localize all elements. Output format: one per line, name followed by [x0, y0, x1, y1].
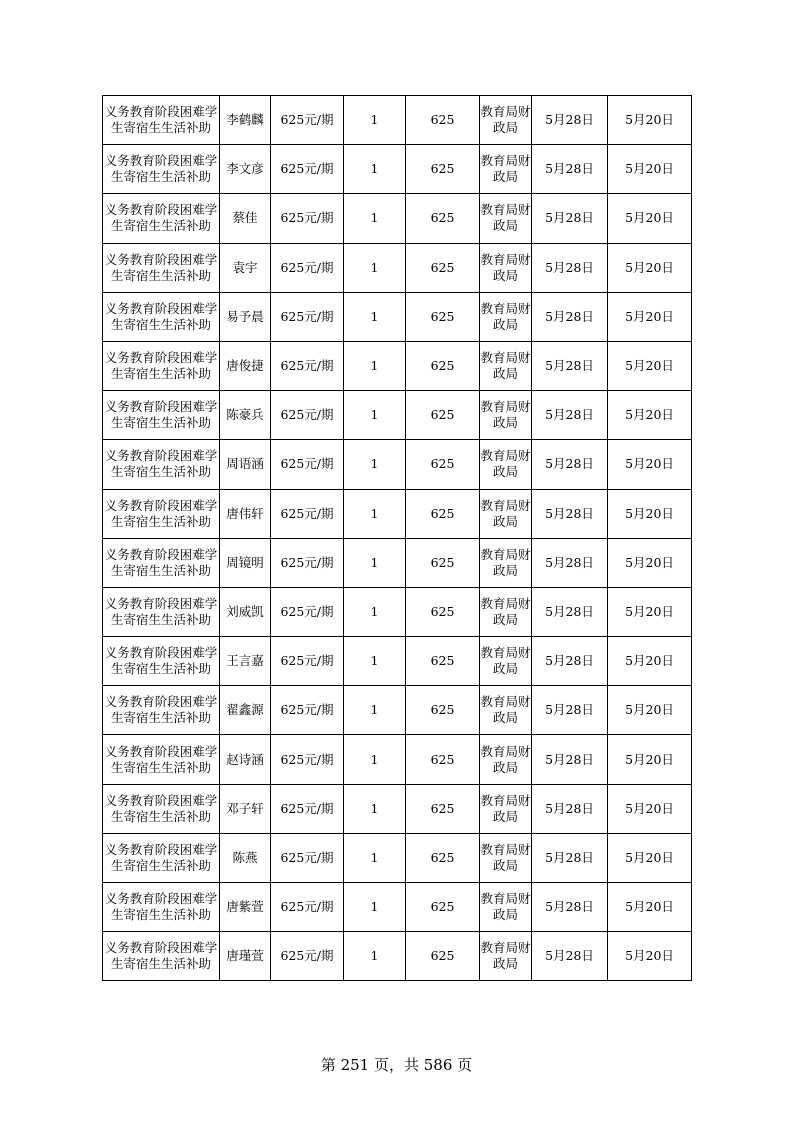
date-cell: 5月20日 — [608, 784, 692, 833]
item-cell: 义务教育阶段困难学生寄宿生生活补助 — [103, 440, 220, 489]
department-cell: 教育局财政局 — [480, 243, 532, 292]
count-cell: 1 — [344, 243, 406, 292]
item-cell: 义务教育阶段困难学生寄宿生生活补助 — [103, 243, 220, 292]
standard-cell: 625元/期 — [271, 145, 344, 194]
date-cell: 5月20日 — [608, 587, 692, 636]
name-cell: 刘威凯 — [220, 587, 271, 636]
item-cell: 义务教育阶段困难学生寄宿生生活补助 — [103, 391, 220, 440]
date-cell: 5月28日 — [532, 391, 608, 440]
date-cell: 5月20日 — [608, 637, 692, 686]
date-cell: 5月28日 — [532, 833, 608, 882]
table-row — [103, 883, 692, 932]
name-cell: 李文彦 — [220, 145, 271, 194]
department-cell: 教育局财政局 — [480, 833, 532, 882]
standard-cell: 625元/期 — [271, 538, 344, 587]
item-cell: 义务教育阶段困难学生寄宿生生活补助 — [103, 341, 220, 390]
name-cell: 翟鑫源 — [220, 686, 271, 735]
date-cell: 5月28日 — [532, 686, 608, 735]
name-cell: 陈燕 — [220, 833, 271, 882]
table-body — [103, 96, 692, 981]
amount-cell: 625 — [406, 932, 480, 981]
department-cell: 教育局财政局 — [480, 194, 532, 243]
table-row — [103, 735, 692, 784]
item-cell: 义务教育阶段困难学生寄宿生生活补助 — [103, 686, 220, 735]
count-cell: 1 — [344, 489, 406, 538]
count-cell: 1 — [344, 391, 406, 440]
name-cell: 袁宇 — [220, 243, 271, 292]
amount-cell: 625 — [406, 341, 480, 390]
department-cell: 教育局财政局 — [480, 145, 532, 194]
date-cell: 5月28日 — [532, 292, 608, 341]
date-cell: 5月28日 — [532, 489, 608, 538]
table-row — [103, 96, 692, 145]
date-cell: 5月28日 — [532, 243, 608, 292]
amount-cell: 625 — [406, 292, 480, 341]
standard-cell: 625元/期 — [271, 587, 344, 636]
date-cell: 5月28日 — [532, 932, 608, 981]
count-cell: 1 — [344, 587, 406, 636]
standard-cell: 625元/期 — [271, 194, 344, 243]
table-row — [103, 538, 692, 587]
date-cell: 5月28日 — [532, 341, 608, 390]
count-cell: 1 — [344, 784, 406, 833]
date-cell: 5月28日 — [532, 145, 608, 194]
date-cell: 5月20日 — [608, 194, 692, 243]
item-cell: 义务教育阶段困难学生寄宿生生活补助 — [103, 833, 220, 882]
date-cell: 5月20日 — [608, 292, 692, 341]
amount-cell: 625 — [406, 489, 480, 538]
count-cell: 1 — [344, 292, 406, 341]
table-row — [103, 292, 692, 341]
department-cell: 教育局财政局 — [480, 489, 532, 538]
item-cell: 义务教育阶段困难学生寄宿生生活补助 — [103, 194, 220, 243]
amount-cell: 625 — [406, 833, 480, 882]
department-cell: 教育局财政局 — [480, 784, 532, 833]
item-cell: 义务教育阶段困难学生寄宿生生活补助 — [103, 932, 220, 981]
page-number-text: 第 251 页，共 586 页 — [320, 1056, 473, 1074]
name-cell: 赵诗涵 — [220, 735, 271, 784]
standard-cell: 625元/期 — [271, 883, 344, 932]
standard-cell: 625元/期 — [271, 243, 344, 292]
item-cell: 义务教育阶段困难学生寄宿生生活补助 — [103, 96, 220, 145]
count-cell: 1 — [344, 440, 406, 489]
standard-cell: 625元/期 — [271, 833, 344, 882]
department-cell: 教育局财政局 — [480, 292, 532, 341]
date-cell: 5月20日 — [608, 538, 692, 587]
count-cell: 1 — [344, 194, 406, 243]
department-cell: 教育局财政局 — [480, 538, 532, 587]
name-cell: 易予晨 — [220, 292, 271, 341]
standard-cell: 625元/期 — [271, 292, 344, 341]
department-cell: 教育局财政局 — [480, 440, 532, 489]
amount-cell: 625 — [406, 194, 480, 243]
table-row — [103, 391, 692, 440]
count-cell: 1 — [344, 686, 406, 735]
item-cell: 义务教育阶段困难学生寄宿生生活补助 — [103, 637, 220, 686]
department-cell: 教育局财政局 — [480, 637, 532, 686]
date-cell: 5月20日 — [608, 391, 692, 440]
date-cell: 5月28日 — [532, 637, 608, 686]
date-cell: 5月20日 — [608, 489, 692, 538]
date-cell: 5月28日 — [532, 194, 608, 243]
table-row — [103, 489, 692, 538]
standard-cell: 625元/期 — [271, 341, 344, 390]
table-row — [103, 686, 692, 735]
standard-cell: 625元/期 — [271, 489, 344, 538]
amount-cell: 625 — [406, 440, 480, 489]
count-cell: 1 — [344, 735, 406, 784]
date-cell: 5月20日 — [608, 686, 692, 735]
date-cell: 5月20日 — [608, 833, 692, 882]
table-row — [103, 145, 692, 194]
amount-cell: 625 — [406, 145, 480, 194]
item-cell: 义务教育阶段困难学生寄宿生生活补助 — [103, 145, 220, 194]
item-cell: 义务教育阶段困难学生寄宿生生活补助 — [103, 292, 220, 341]
name-cell: 李鹤麟 — [220, 96, 271, 145]
item-cell: 义务教育阶段困难学生寄宿生生活补助 — [103, 489, 220, 538]
department-cell: 教育局财政局 — [480, 735, 532, 784]
department-cell: 教育局财政局 — [480, 932, 532, 981]
count-cell: 1 — [344, 145, 406, 194]
item-cell: 义务教育阶段困难学生寄宿生生活补助 — [103, 883, 220, 932]
standard-cell: 625元/期 — [271, 784, 344, 833]
date-cell: 5月28日 — [532, 587, 608, 636]
page-footer — [0, 1054, 793, 1075]
table-row — [103, 341, 692, 390]
date-cell: 5月28日 — [532, 784, 608, 833]
date-cell: 5月20日 — [608, 735, 692, 784]
amount-cell: 625 — [406, 883, 480, 932]
date-cell: 5月20日 — [608, 243, 692, 292]
standard-cell: 625元/期 — [271, 637, 344, 686]
name-cell: 周镜明 — [220, 538, 271, 587]
name-cell: 王言嘉 — [220, 637, 271, 686]
table-row — [103, 194, 692, 243]
table-row — [103, 587, 692, 636]
amount-cell: 625 — [406, 735, 480, 784]
count-cell: 1 — [344, 833, 406, 882]
date-cell: 5月20日 — [608, 932, 692, 981]
item-cell: 义务教育阶段困难学生寄宿生生活补助 — [103, 587, 220, 636]
date-cell: 5月20日 — [608, 145, 692, 194]
item-cell: 义务教育阶段困难学生寄宿生生活补助 — [103, 735, 220, 784]
department-cell: 教育局财政局 — [480, 96, 532, 145]
standard-cell: 625元/期 — [271, 440, 344, 489]
date-cell: 5月28日 — [532, 440, 608, 489]
count-cell: 1 — [344, 932, 406, 981]
name-cell: 唐瑾萱 — [220, 932, 271, 981]
standard-cell: 625元/期 — [271, 735, 344, 784]
date-cell: 5月28日 — [532, 96, 608, 145]
amount-cell: 625 — [406, 784, 480, 833]
name-cell: 蔡佳 — [220, 194, 271, 243]
department-cell: 教育局财政局 — [480, 587, 532, 636]
name-cell: 周语涵 — [220, 440, 271, 489]
amount-cell: 625 — [406, 391, 480, 440]
name-cell: 唐紫萱 — [220, 883, 271, 932]
standard-cell: 625元/期 — [271, 686, 344, 735]
date-cell: 5月28日 — [532, 735, 608, 784]
department-cell: 教育局财政局 — [480, 686, 532, 735]
table-row — [103, 440, 692, 489]
amount-cell: 625 — [406, 587, 480, 636]
subsidy-table-container — [102, 95, 691, 981]
date-cell: 5月20日 — [608, 341, 692, 390]
date-cell: 5月28日 — [532, 538, 608, 587]
standard-cell: 625元/期 — [271, 96, 344, 145]
subsidy-table — [102, 95, 692, 981]
table-row — [103, 932, 692, 981]
date-cell: 5月20日 — [608, 883, 692, 932]
amount-cell: 625 — [406, 538, 480, 587]
count-cell: 1 — [344, 637, 406, 686]
table-row — [103, 243, 692, 292]
name-cell: 陈豪兵 — [220, 391, 271, 440]
name-cell: 唐俊捷 — [220, 341, 271, 390]
item-cell: 义务教育阶段困难学生寄宿生生活补助 — [103, 538, 220, 587]
table-row — [103, 833, 692, 882]
table-row — [103, 784, 692, 833]
standard-cell: 625元/期 — [271, 391, 344, 440]
count-cell: 1 — [344, 883, 406, 932]
date-cell: 5月20日 — [608, 440, 692, 489]
date-cell: 5月28日 — [532, 883, 608, 932]
name-cell: 邓子轩 — [220, 784, 271, 833]
item-cell: 义务教育阶段困难学生寄宿生生活补助 — [103, 784, 220, 833]
amount-cell: 625 — [406, 96, 480, 145]
count-cell: 1 — [344, 96, 406, 145]
standard-cell: 625元/期 — [271, 932, 344, 981]
table-row — [103, 637, 692, 686]
department-cell: 教育局财政局 — [480, 883, 532, 932]
date-cell: 5月20日 — [608, 96, 692, 145]
count-cell: 1 — [344, 341, 406, 390]
amount-cell: 625 — [406, 243, 480, 292]
amount-cell: 625 — [406, 686, 480, 735]
count-cell: 1 — [344, 538, 406, 587]
department-cell: 教育局财政局 — [480, 391, 532, 440]
amount-cell: 625 — [406, 637, 480, 686]
department-cell: 教育局财政局 — [480, 341, 532, 390]
name-cell: 唐伟轩 — [220, 489, 271, 538]
